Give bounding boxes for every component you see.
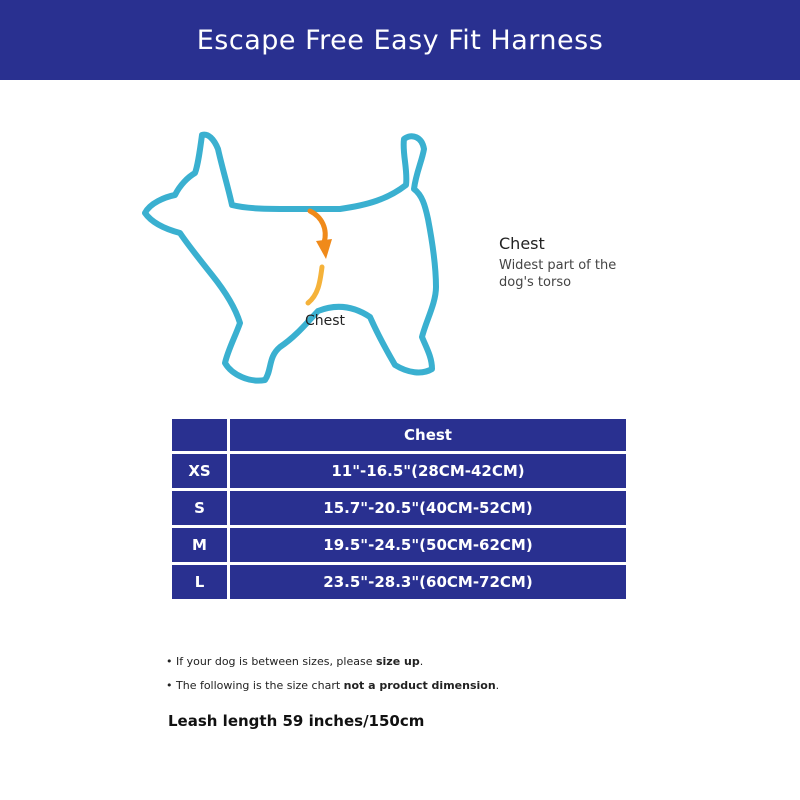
size-chart-table bbox=[172, 419, 626, 602]
note-text: If your dog is between sizes, please bbox=[176, 655, 376, 668]
size-cell: L bbox=[172, 565, 227, 599]
note-suffix: . bbox=[419, 655, 424, 668]
note-suffix: . bbox=[495, 679, 500, 692]
size-cell: XS bbox=[172, 454, 227, 488]
table-header-chest: Chest bbox=[230, 419, 626, 451]
table-row bbox=[172, 454, 626, 488]
chest-measure-arrowhead bbox=[316, 239, 332, 259]
note-emphasis: size up bbox=[375, 655, 420, 668]
bullet-icon: • bbox=[166, 679, 173, 692]
chest-description-title: Chest bbox=[499, 234, 545, 253]
note-size-up bbox=[166, 655, 499, 668]
bullet-icon: • bbox=[166, 655, 173, 668]
table-row bbox=[172, 491, 626, 525]
chest-measure-arc-lower bbox=[308, 267, 322, 303]
chest-range-cell: 19.5"-24.5"(50CM-62CM) bbox=[230, 528, 626, 562]
table-header-row bbox=[172, 419, 626, 451]
page-title: Escape Free Easy Fit Harness bbox=[196, 24, 604, 56]
chest-range-cell: 23.5"-28.3"(60CM-72CM) bbox=[230, 565, 626, 599]
dog-silhouette bbox=[145, 135, 436, 381]
chest-range-cell: 11"-16.5"(28CM-42CM) bbox=[230, 454, 626, 488]
table-row bbox=[172, 528, 626, 562]
title-banner bbox=[0, 0, 800, 80]
chest-description-text: Widest part of the dog's torso bbox=[499, 258, 617, 290]
chest-measure-arc-upper bbox=[310, 211, 325, 243]
size-notes bbox=[166, 655, 499, 703]
table-header-size bbox=[172, 419, 227, 451]
dog-outline-icon bbox=[140, 125, 440, 390]
note-not-product-dimension bbox=[166, 679, 499, 692]
table-row bbox=[172, 565, 626, 599]
note-text: The following is the size chart bbox=[176, 679, 344, 692]
size-cell: M bbox=[172, 528, 227, 562]
leash-length-text: Leash length 59 inches/150cm bbox=[168, 712, 425, 730]
size-cell: S bbox=[172, 491, 227, 525]
chest-figure-label: Chest bbox=[305, 313, 346, 329]
note-emphasis: not a product dimension bbox=[343, 679, 496, 692]
chest-description bbox=[499, 234, 629, 291]
chest-range-cell: 15.7"-20.5"(40CM-52CM) bbox=[230, 491, 626, 525]
